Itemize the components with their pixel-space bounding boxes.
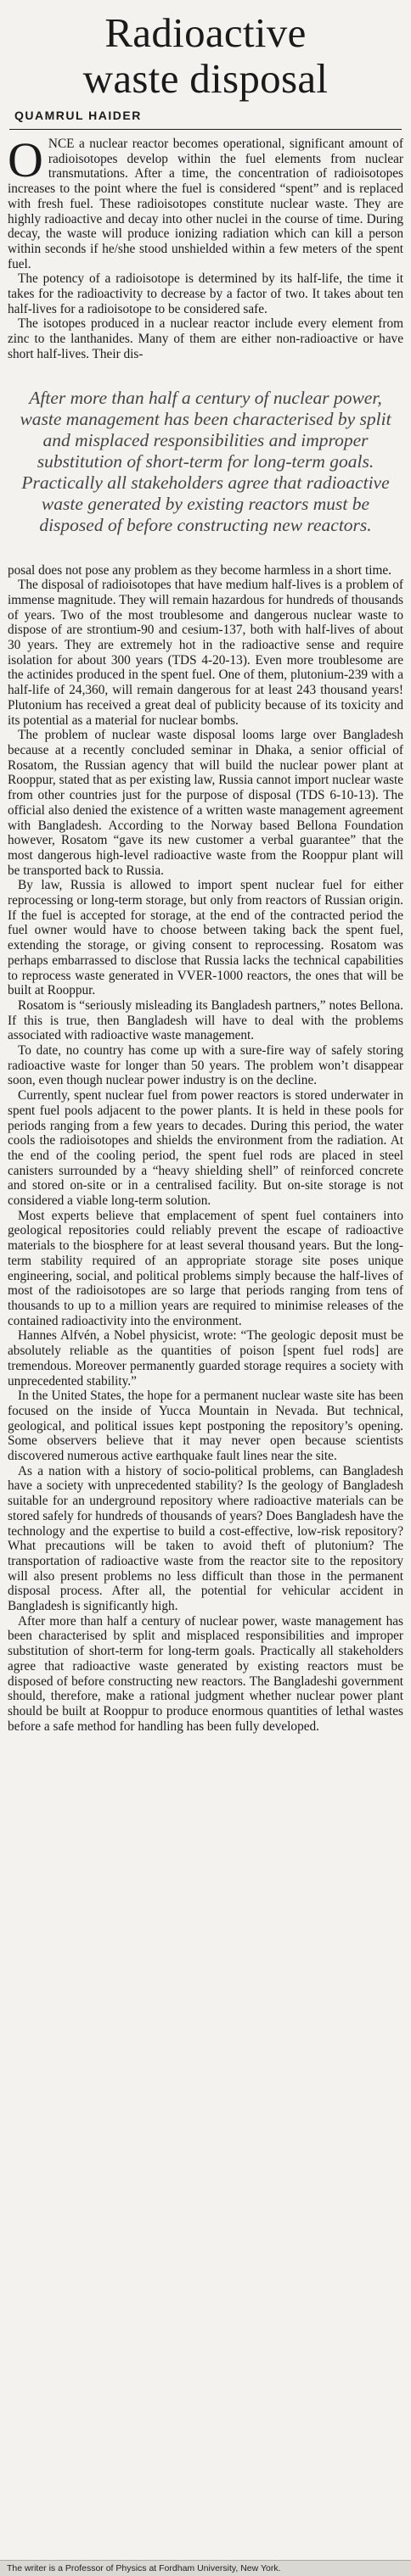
- paragraph: The problem of nuclear waste disposal looms large over Bangladesh because at a recently concluded seminar in Dhaka, a senior official of Rosatom, the Russian agency that will build the nuclear power plant at Rooppur, stated that as per existing law, Russia cannot import nuclear waste from other countries just for the purpose of disposal (TDS 6-10-13). The official also denied the existence of a written waste management agreement with Bangladesh. According to the Norway based Bellona Foundation however, Rosatom “gave its new customer a verbal guarantee” that the most dangerous high-level radioactive waste from the Rooppur plant will be transported back to Russia.: [8, 728, 403, 878]
- paragraph: Most experts believe that emplacement of spent fuel containers into geological repositories could reliably prevent the escape of radioactive materials to the biosphere for at least several thousand years. But the long-term stability required of an appropriate storage site poses unique engineering, social, and political problems simply because the half-lives of most of the radioisotopes are so large that periods ranging from tens of thousands to up to a million years are required to minimise releases of the contained radioactivity into the environment.: [8, 1208, 403, 1328]
- paragraph: Currently, spent nuclear fuel from power reactors is stored underwater in spent fuel pools adjacent to the power plants. It is held in these pools for periods ranging from a few years to decades. During this period, the water cools the radioisotopes and shields the environment from the radiation. At the end of the cooling period, the spent fuel rods are placed in steel canisters surrounded by a “heavy shielding shell” of reinforced concrete and stored on-site or in a centralised facility. But on-site storage is not considered a viable long-term solution.: [8, 1088, 403, 1209]
- paragraph: Hannes Alfvén, a Nobel physicist, wrote: “The geologic deposit must be absolutely reliable as the quantities of poison [spent fuel rods] are tremendous. Moreover permanently guarded storage requires a society with unprecedented stability.”: [8, 1328, 403, 1389]
- paragraph-text: NCE a nuclear reactor becomes operational, significant amount of radioisotopes develop within the fuel elements from nuclear transmutations. After a time, the concentration of radioisotopes increases to the point where the fuel is considered “spent” and is replaced with fresh fuel. These radioisotopes constitute nuclear waste. They are highly radioactive and decay into other nuclei in the course of time. During decay, the waste will produce ionizing radiation which can kill a person within seconds if he/she stood unshielded within a few meters of the spent fuel.: [8, 137, 403, 271]
- paragraph: After more than half a century of nuclear power, waste management has been characterised by split and misplaced responsibilities and improper substitution of short-term for long-term goals. Practically all stakeholders agree that radioactive waste generated by existing reactors must be disposed of before constructing new reactors. The Bangladeshi government should, therefore, make a rational judgment whether nuclear power plant should be built at Rooppur to produce enormous quantities of lethal wastes before a safe method for handling has been fully developed.: [8, 1613, 403, 1734]
- article-body: [8, 132, 403, 1734]
- paragraph: In the United States, the hope for a permanent nuclear waste site has been focused on the inside of Yucca Mountain in Nevada. But technical, geological, and political issues kept postponing the repository’s opening. Some observers believe that it may never open because scientists discovered numerous active earthquake fault lines near the site.: [8, 1389, 403, 1464]
- byline-divider: [9, 129, 402, 130]
- pull-quote: After more than half a century of nuclear power, waste management has been characterised by split and misplaced responsibilities and improper substitution of short-term for long-term goals. Practically all stakeholders agree that radioactive waste generated by existing reactors must be disposed of before constructing new reactors.: [20, 387, 391, 535]
- article-title: [8, 10, 403, 102]
- paragraph-lead: [8, 132, 403, 271]
- paragraph: As a nation with a history of socio-political problems, can Bangladesh have a society with unprecedented stability? Is the geology of Bangladesh suitable for an underground repository where radioactive materials can be stored safely for hundreds of thousands of years? Does Bangladesh have the technology and the expertise to build a cost-effective, low-risk repository? What precautions will be taken to avoid theft of plutonium? The transportation of radioactive waste from the reactor site to the repository will also present problems no less difficult than those in the permanent disposal process. After all, the potential for vehicular accident in Bangladesh is significantly high.: [8, 1463, 403, 1614]
- drop-cap: O: [8, 132, 43, 187]
- paragraph: The isotopes produced in a nuclear reactor include every element from zinc to the lanthanides. Many of them are either non-radioactive or have short half-lives. Their dis-: [8, 316, 403, 361]
- paragraph: Rosatom is “seriously misleading its Bangladesh partners,” notes Bellona. If this is true, then Bangladesh will have to deal with the problems associated with radioactive waste management.: [8, 997, 403, 1043]
- article-title-line-1: Radioactive: [104, 9, 307, 56]
- article-title-line-2: waste disposal: [82, 55, 329, 102]
- paragraph: The potency of a radioisotope is determined by its half-life, the time it takes for the radioactivity to decrease by a factor of two. It takes about ten half-lives for a radioisotope to be considered safe.: [8, 271, 403, 316]
- paragraph: The disposal of radioisotopes that have medium half-lives is a problem of immense magnitude. They will remain hazardous for hundreds of thousands of years. Two of the most troublesome and dangerous nuclear waste to dispose of are strontium-90 and cesium-137, both with half-lives of about 30 years. They are extremely hot in the radioactive sense and require isolation for about 300 years (TDS 4-20-13). Even more troublesome are the actinides produced in the spent fuel. One of them, plutonium-239 with a half-life of 24,360, will remain dangerous for at least 243 thousand years! Plutonium has received a great deal of publicity because of its toxicity and its potential as a material for nuclear bombs.: [8, 578, 403, 728]
- author-footnote: The writer is a Professor of Physics at Fordham University, New York.: [0, 2560, 411, 2576]
- author-byline: QUAMRUL HAIDER: [14, 109, 142, 122]
- paragraph: To date, no country has come up with a sure-fire way of safely storing radioactive waste for longer than 50 years. The problem won’t disappear soon, even though nuclear power industry is on the decline.: [8, 1043, 403, 1088]
- paragraph: posal does not pose any problem as they become harmless in a short time.: [8, 562, 392, 578]
- paragraph: By law, Russia is allowed to import spent nuclear fuel for either reprocessing or long-term storage, but only from reactors of Russian origin. If the fuel is accepted for storage, at the end of the contracted period the fuel owner would have to choose between taking back the spent fuel, extending the storage, or giving consent to reprocessing. Rosatom was perhaps embarrassed to disclose that Russia lacks the technical capabilities to reprocess waste generated in VVER-1000 reactors, the ones that will be built at Rooppur.: [8, 878, 403, 998]
